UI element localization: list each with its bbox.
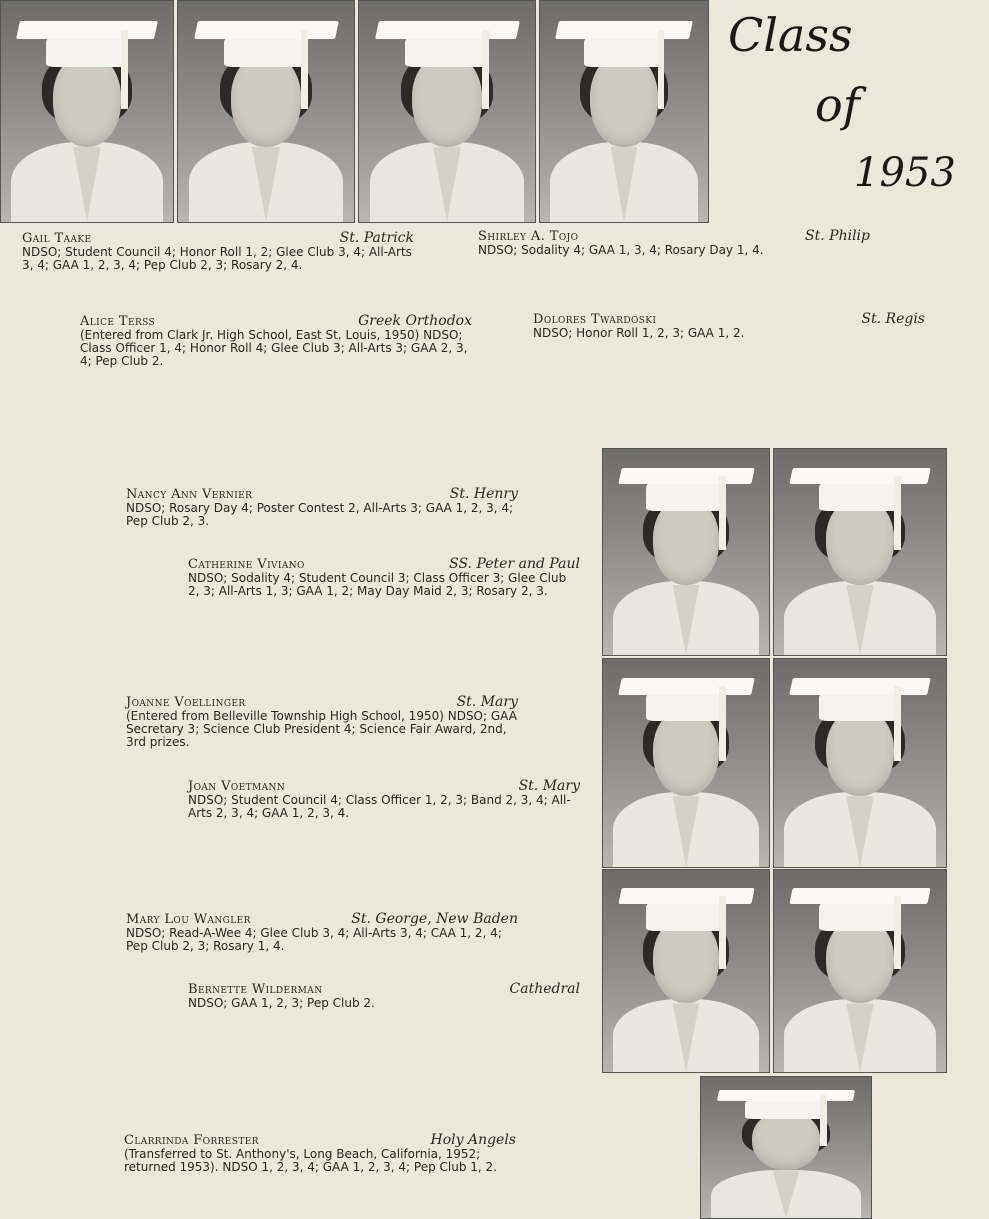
student-entry xyxy=(22,232,414,272)
student-entry xyxy=(478,230,870,257)
student-activities: NDSO; Honor Roll 1, 2, 3; GAA 1, 2. xyxy=(533,326,745,340)
right-portrait-row xyxy=(602,658,947,868)
student-name: Joan Voetmann xyxy=(188,779,286,794)
student-parish: St. Patrick xyxy=(339,230,414,246)
student-parish: Holy Angels xyxy=(430,1132,516,1148)
student-name: Shirley A. Tojo xyxy=(478,229,579,244)
student-parish: Greek Orthodox xyxy=(358,313,472,329)
class-title-line1: Class xyxy=(728,8,853,62)
student-parish: St. Regis xyxy=(861,311,925,327)
student-name: Mary Lou Wangler xyxy=(126,912,251,927)
portrait-photo xyxy=(773,658,947,868)
portrait-photo xyxy=(539,0,709,223)
student-activities: (Entered from Belleville Township High School, 1950) NDSO; GAA Secretary 3; Science Club President 4; Science Fair Award, 2nd, 3rd prizes. xyxy=(126,709,517,749)
student-parish: St. Mary xyxy=(456,694,518,710)
student-parish: St. Henry xyxy=(449,486,518,502)
student-parish: Cathedral xyxy=(509,981,580,997)
student-parish: St. Mary xyxy=(518,778,580,794)
student-activities: NDSO; Sodality 4; GAA 1, 3, 4; Rosary Day 1, 4. xyxy=(478,243,764,257)
student-name: Clarrinda Forrester xyxy=(124,1133,259,1148)
student-entry xyxy=(126,696,518,749)
student-name: Dolores Twardoski xyxy=(533,312,657,327)
student-entry xyxy=(188,780,580,820)
right-portrait-row xyxy=(602,448,947,656)
student-name: Gail Taake xyxy=(22,231,92,246)
student-name: Catherine Viviano xyxy=(188,557,305,572)
student-entry xyxy=(124,1134,516,1174)
student-entry xyxy=(188,983,580,1010)
student-parish: SS. Peter and Paul xyxy=(449,556,580,572)
student-entry xyxy=(533,313,925,340)
class-title-year: 1953 xyxy=(854,150,956,196)
right-portrait-row xyxy=(602,869,947,1073)
student-activities: NDSO; Student Council 4; Honor Roll 1, 2; Glee Club 3, 4; All-Arts 3, 4; GAA 1, 2, 3, 4; Pep Club 2, 3; Rosary 2, 4. xyxy=(22,245,412,272)
portrait-photo xyxy=(773,448,947,656)
bottom-portrait-row xyxy=(700,1076,872,1219)
student-activities: NDSO; GAA 1, 2, 3; Pep Club 2. xyxy=(188,996,375,1010)
student-parish: St. Philip xyxy=(805,228,870,244)
student-entry xyxy=(126,488,518,528)
student-activities: NDSO; Rosary Day 4; Poster Contest 2, All-Arts 3; GAA 1, 2, 3, 4; Pep Club 2, 3. xyxy=(126,501,514,528)
student-entry xyxy=(126,913,518,953)
student-name: Nancy Ann Vernier xyxy=(126,487,253,502)
student-activities: NDSO; Sodality 4; Student Council 3; Class Officer 3; Glee Club 2, 3; All-Arts 1, 3; GAA 1, 2; May Day Maid 2, 3; Rosary 2, 3. xyxy=(188,571,567,598)
student-name: Bernette Wilderman xyxy=(188,982,323,997)
portrait-photo xyxy=(0,0,174,223)
portrait-photo xyxy=(700,1076,872,1219)
student-parish: St. George, New Baden xyxy=(351,911,518,927)
student-activities: (Transferred to St. Anthony's, Long Beach, California, 1952; returned 1953). NDSO 1, 2, 3, 4; GAA 1, 2, 3, 4; Pep Club 1, 2. xyxy=(124,1147,497,1174)
student-entry xyxy=(188,558,580,598)
portrait-photo xyxy=(602,658,770,868)
portrait-photo xyxy=(773,869,947,1073)
student-name: Joanne Voellinger xyxy=(126,695,246,710)
portrait-photo xyxy=(358,0,536,223)
student-entry xyxy=(80,315,472,368)
portrait-photo xyxy=(177,0,355,223)
student-activities: (Entered from Clark Jr. High School, East St. Louis, 1950) NDSO; Class Officer 1, 4; Honor Roll 4; Glee Club 3; All-Arts 3; GAA 2, 3, 4; Pep Club 2. xyxy=(80,328,468,368)
student-activities: NDSO; Student Council 4; Class Officer 1, 2, 3; Band 2, 3, 4; All-Arts 2, 3, 4; GAA 1, 2, 3, 4. xyxy=(188,793,571,820)
student-name: Alice Terss xyxy=(80,314,156,329)
student-activities: NDSO; Read-A-Wee 4; Glee Club 3, 4; All-Arts 3, 4; CAA 1, 2, 4; Pep Club 2, 3; Rosary 1, 4. xyxy=(126,926,502,953)
portrait-photo xyxy=(602,448,770,656)
class-title-line2: of xyxy=(815,78,860,132)
portrait-photo xyxy=(602,869,770,1073)
top-portrait-row xyxy=(0,0,709,223)
